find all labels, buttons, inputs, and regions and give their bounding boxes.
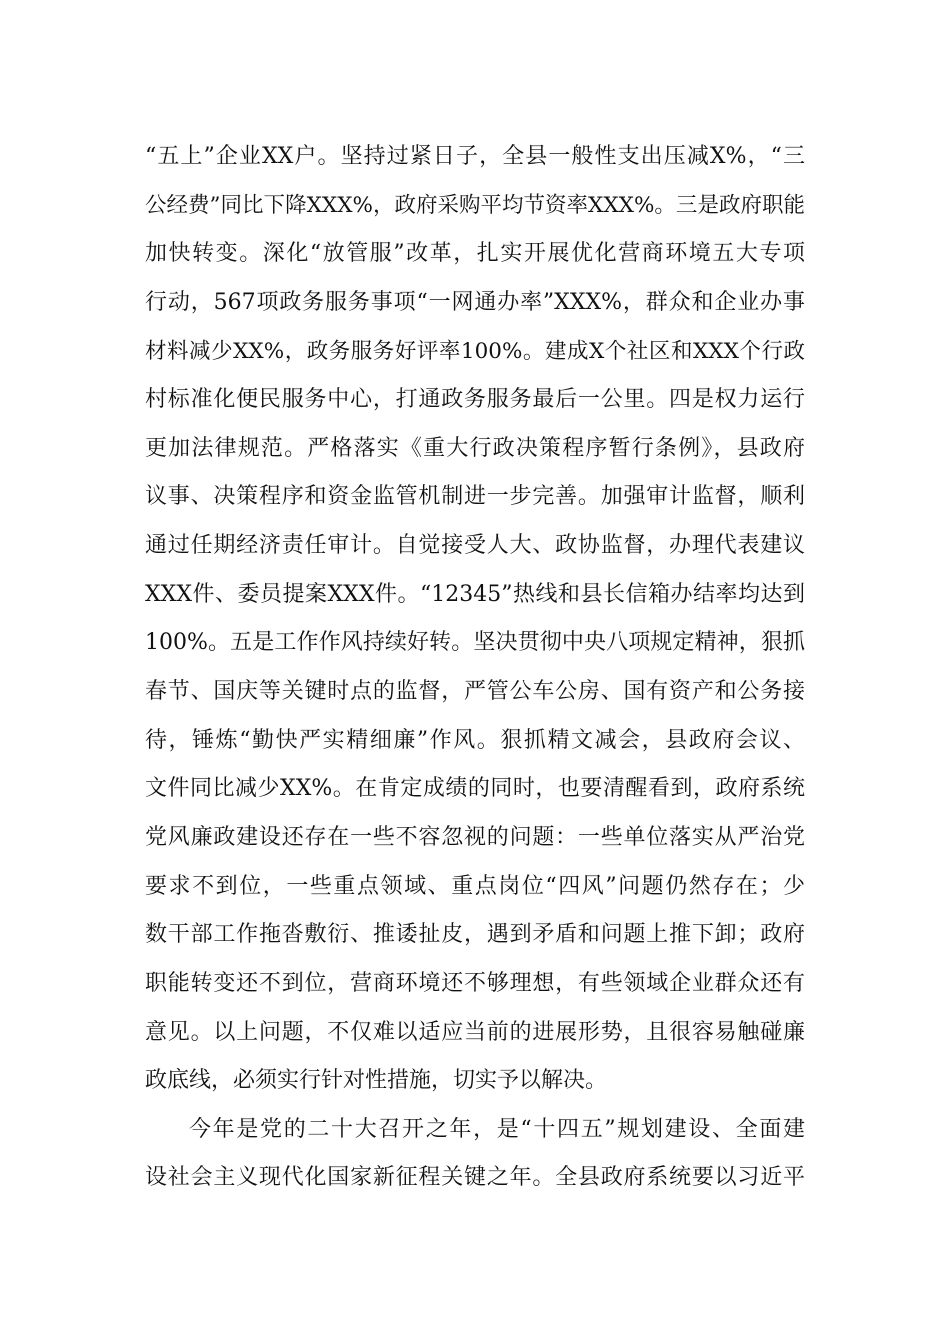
text-line: 党风廉政建设还存在一些不容忽视的问题：一些单位落实从严治党: [145, 824, 805, 850]
document-body: [145, 133, 805, 1203]
text-line: 文件同比减少XX%。在肯定成绩的同时，也要清醒看到，政府系统: [145, 776, 805, 802]
text-line: 设社会主义现代化国家新征程关键之年。全县政府系统要以习近平: [145, 1165, 805, 1191]
text-line: 村标准化便民服务中心，打通政务服务最后一公里。四是权力运行: [145, 387, 805, 413]
text-line: XXX件、委员提案XXX件。“12345”热线和县长信箱办结率均达到: [145, 581, 805, 607]
text-line: 100%。五是工作作风持续好转。坚决贯彻中央八项规定精神，狠抓: [145, 630, 805, 656]
text-line: 公经费”同比下降XXX%，政府采购平均节资率XXX%。三是政府职能: [145, 192, 805, 218]
text-line: 要求不到位，一些重点领域、重点岗位“四风”问题仍然存在；少: [145, 873, 805, 899]
paragraph-1: [145, 133, 805, 1106]
text-line: 更加法律规范。严格落实《重大行政决策程序暂行条例》，县政府: [145, 435, 805, 461]
text-line: 议事、决策程序和资金监管机制进一步完善。加强审计监督，顺利: [145, 484, 805, 510]
paragraph-2: [145, 1106, 805, 1203]
text-line: 待，锤炼“勤快严实精细廉”作风。狠抓精文减会，县政府会议、: [145, 727, 805, 753]
text-line: 今年是党的二十大召开之年，是“十四五”规划建设、全面建: [189, 1116, 805, 1142]
text-line: 材料减少XX%，政务服务好评率100%。建成X个社区和XXX个行政: [145, 338, 805, 364]
text-line: 春节、国庆等关键时点的监督，严管公车公房、国有资产和公务接: [145, 679, 805, 705]
text-line: 通过任期经济责任审计。自觉接受人大、政协监督，办理代表建议: [145, 533, 805, 559]
text-line: 数干部工作拖沓敷衍、推诿扯皮，遇到矛盾和问题上推下卸；政府: [145, 922, 805, 948]
text-line: 政底线，必须实行针对性措施，切实予以解决。: [145, 1068, 608, 1094]
text-line: 加快转变。深化“放管服”改革，扎实开展优化营商环境五大专项: [145, 241, 805, 267]
text-line: 意见。以上问题，不仅难以适应当前的进展形势，且很容易触碰廉: [145, 1019, 805, 1045]
text-line: “五上”企业XX户。坚持过紧日子，全县一般性支出压减X%，“三: [145, 144, 805, 169]
text-line: 职能转变还不到位，营商环境还不够理想，有些领域企业群众还有: [145, 970, 805, 996]
text-line: 行动，567项政务服务事项“一网通办率”XXX%，群众和企业办事: [145, 289, 805, 315]
